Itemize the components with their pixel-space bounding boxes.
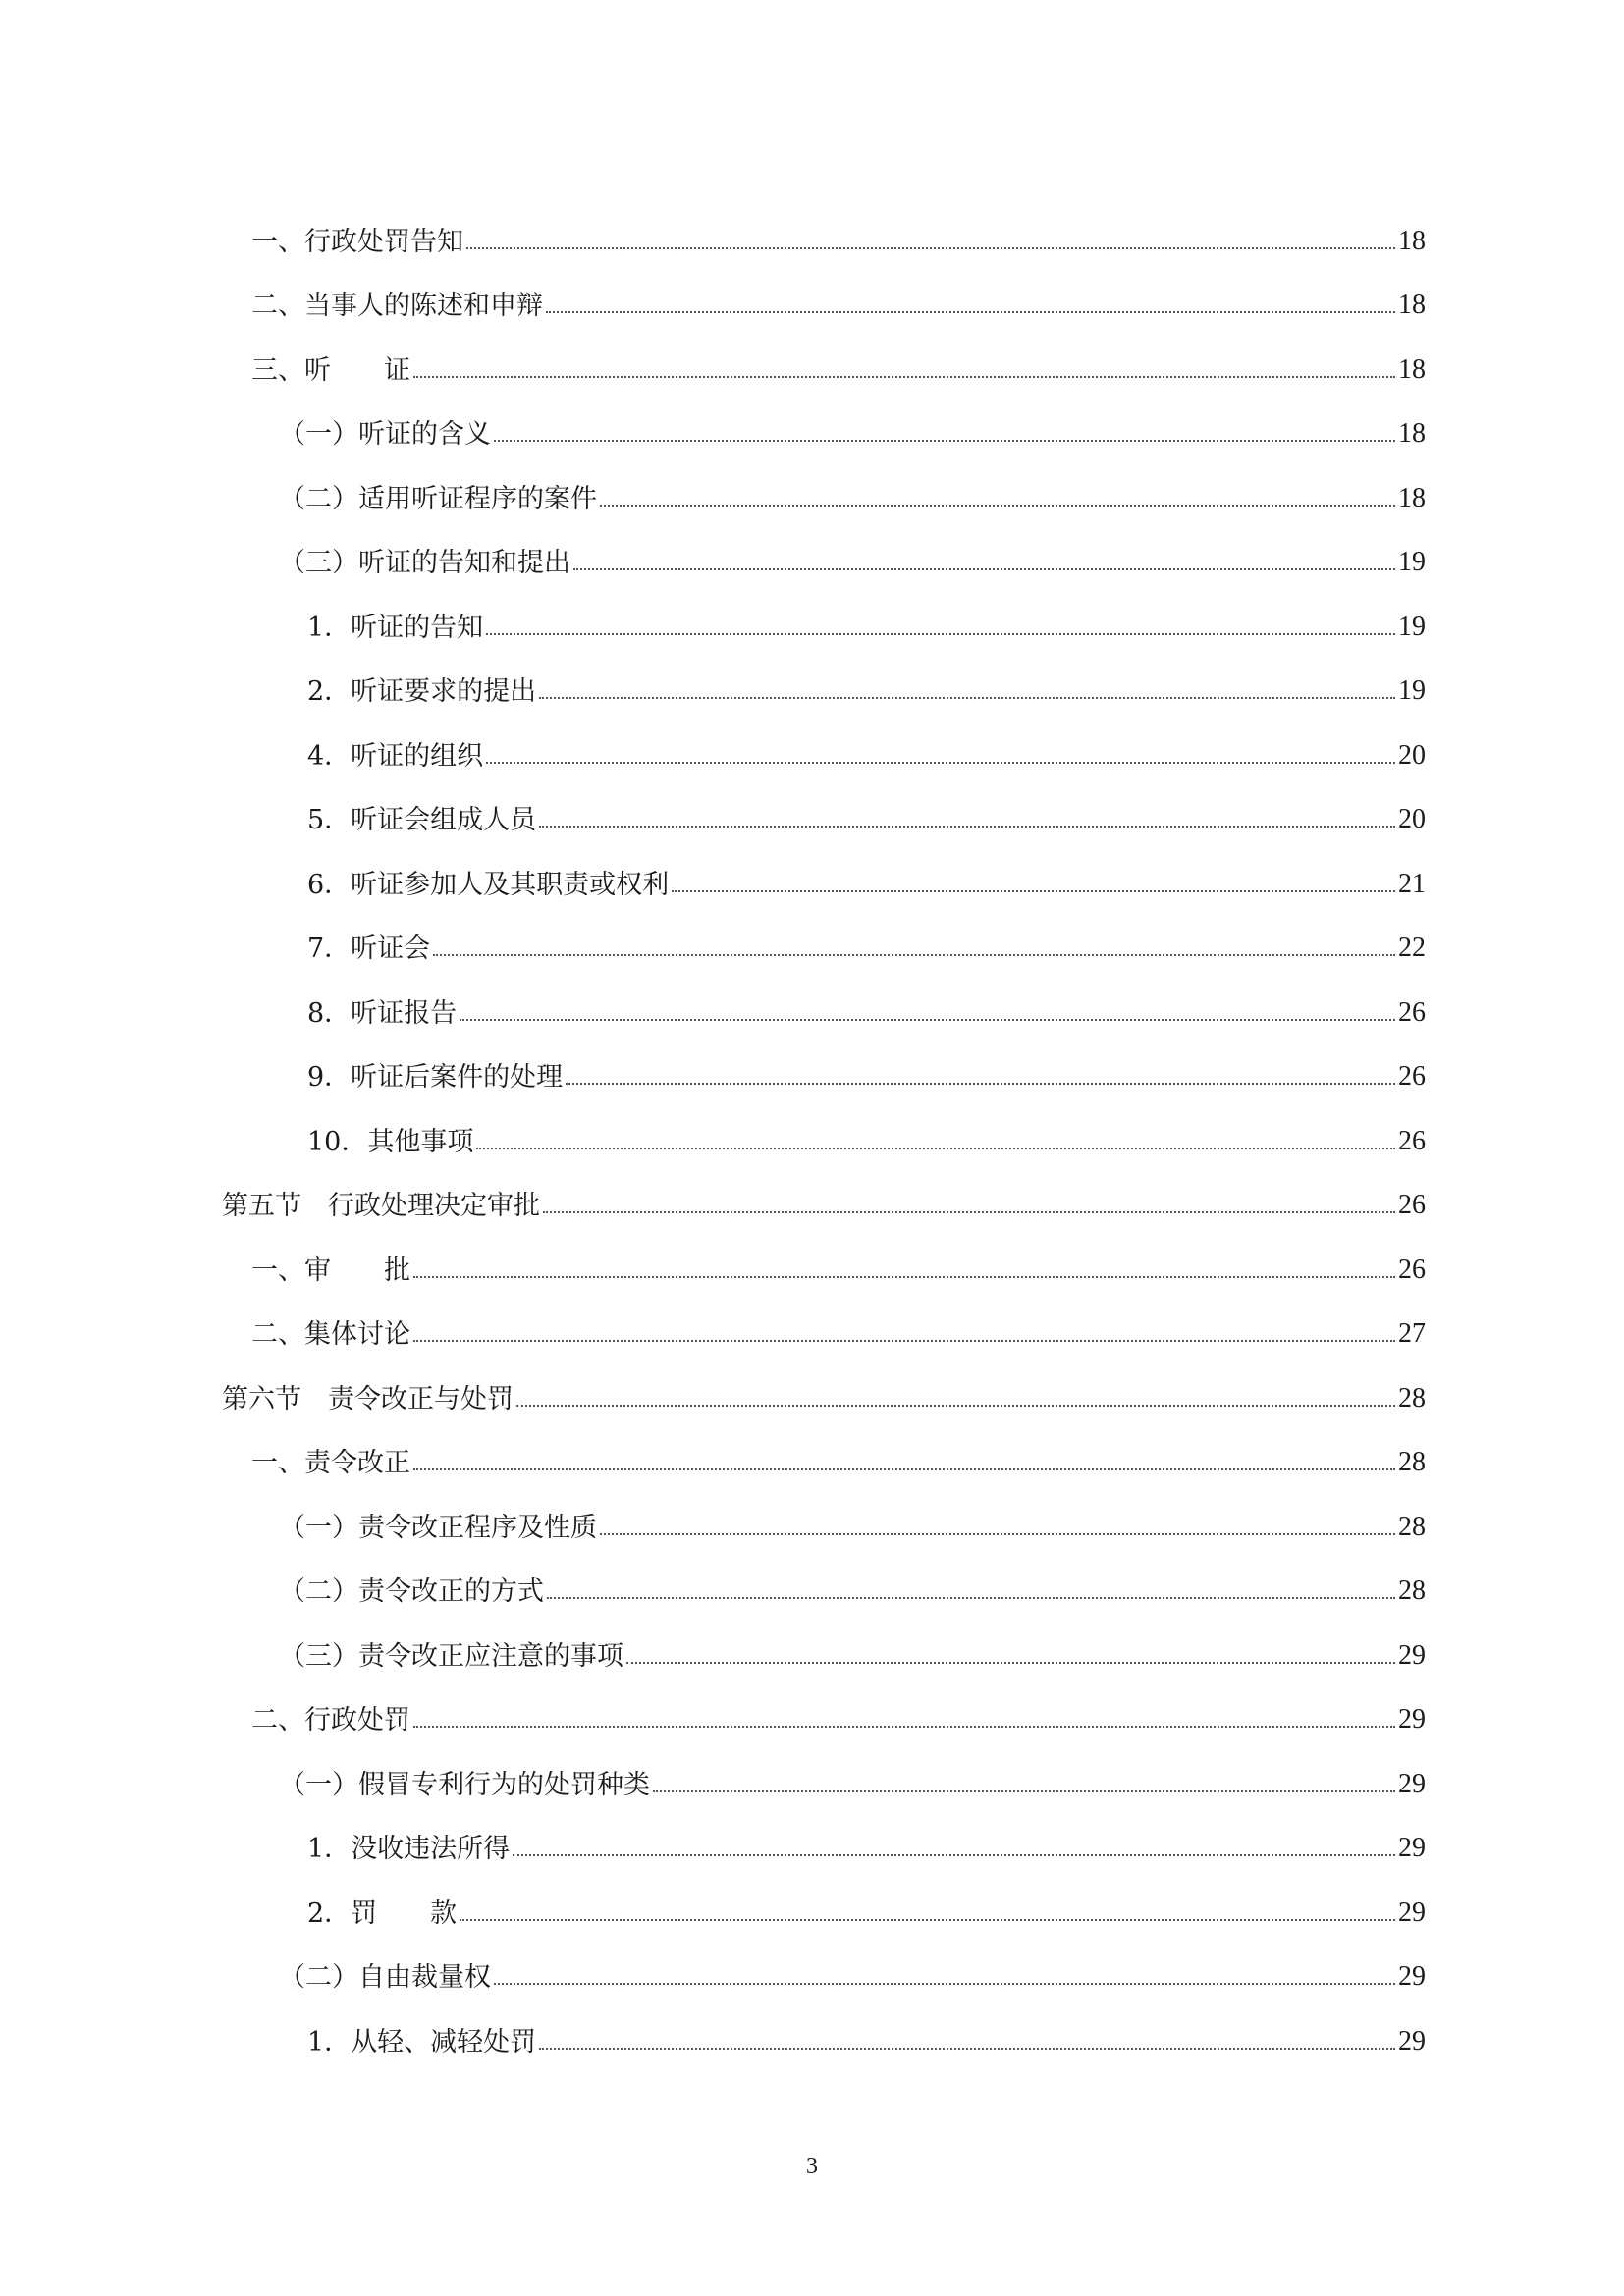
toc-entry-title: （一）责令改正程序及性质 (279, 1512, 597, 1543)
toc-entry-page: 28 (1398, 1511, 1426, 1542)
dot-leader (466, 247, 1395, 249)
table-of-contents (222, 204, 1426, 2069)
toc-entry-page: 18 (1398, 353, 1426, 385)
toc-entry-page: 28 (1398, 1575, 1426, 1606)
toc-entry-title: （二）适用听证程序的案件 (279, 483, 597, 514)
toc-entry-page: 29 (1398, 1639, 1426, 1671)
toc-entry[interactable] (222, 1555, 1426, 1620)
toc-entry-page: 26 (1398, 1061, 1426, 1092)
toc-entry-page: 26 (1398, 996, 1426, 1028)
toc-entry-page: 29 (1398, 1704, 1426, 1735)
page-number: 3 (806, 2154, 818, 2179)
dot-leader (539, 697, 1395, 699)
toc-entry-page: 26 (1398, 1190, 1426, 1220)
dot-leader (476, 1148, 1395, 1149)
toc-entry[interactable] (222, 1298, 1426, 1362)
dot-leader (433, 954, 1395, 956)
toc-entry-page: 26 (1398, 1125, 1426, 1156)
toc-entry-page: 29 (1398, 1768, 1426, 1799)
toc-entry-title: 4．听证的组织 (307, 740, 484, 772)
toc-entry[interactable] (222, 398, 1426, 462)
toc-entry-title: 第六节 责令改正与处罚 (222, 1383, 514, 1415)
toc-entry[interactable] (222, 2004, 1426, 2069)
toc-entry-page: 19 (1398, 547, 1426, 577)
dot-leader (494, 1983, 1395, 1985)
dot-leader (672, 890, 1395, 892)
toc-entry[interactable] (222, 1747, 1426, 1812)
toc-entry-page: 19 (1398, 675, 1426, 706)
toc-entry-title: （一）假冒专利行为的处罚种类 (279, 1769, 650, 1800)
toc-entry-title: 一、责令改正 (251, 1448, 410, 1478)
toc-entry-title: 6．听证参加人及其职责或权利 (307, 869, 670, 900)
toc-entry-page: 18 (1398, 482, 1426, 513)
toc-entry-title: （三）听证的告知和提出 (279, 548, 570, 578)
dot-leader (543, 1211, 1395, 1213)
toc-entry-title: 10．其他事项 (307, 1126, 474, 1157)
dot-leader (413, 376, 1395, 378)
toc-entry-title: （二）自由裁量权 (279, 1962, 491, 1993)
toc-entry-page: 18 (1398, 418, 1426, 449)
dot-leader (539, 2048, 1395, 2050)
toc-entry-title: 二、集体讨论 (251, 1319, 410, 1350)
dot-leader (653, 1790, 1395, 1792)
dot-leader (413, 1726, 1395, 1728)
toc-entry-title: （三）责令改正应注意的事项 (279, 1640, 623, 1672)
toc-entry[interactable] (222, 783, 1426, 848)
toc-entry[interactable] (222, 719, 1426, 783)
dot-leader (547, 1597, 1395, 1599)
toc-entry[interactable] (222, 1683, 1426, 1748)
toc-entry-title: 8．听证报告 (307, 997, 458, 1029)
toc-entry-title: 二、当事人的陈述和申辩 (251, 291, 543, 321)
dot-leader (413, 1276, 1395, 1278)
toc-entry-page: 20 (1398, 804, 1426, 834)
toc-entry-title: 一、审 批 (251, 1255, 410, 1286)
toc-entry[interactable] (222, 204, 1426, 269)
toc-entry[interactable] (222, 1233, 1426, 1298)
toc-entry-page: 26 (1398, 1254, 1426, 1285)
dot-leader (600, 505, 1395, 507)
toc-entry[interactable] (222, 1490, 1426, 1555)
toc-entry-title: 第五节 行政处理决定审批 (222, 1191, 540, 1221)
toc-entry-title: 一、行政处罚告知 (251, 226, 463, 257)
toc-entry-title: （二）责令改正的方式 (279, 1576, 544, 1607)
toc-entry[interactable] (222, 333, 1426, 398)
toc-entry-page: 21 (1398, 868, 1426, 899)
toc-entry[interactable] (222, 590, 1426, 655)
dot-leader (573, 568, 1395, 570)
dot-leader (513, 1854, 1395, 1856)
toc-entry-page: 29 (1398, 1896, 1426, 1928)
dot-leader (486, 762, 1395, 764)
toc-entry[interactable] (222, 1041, 1426, 1105)
dot-leader (546, 311, 1395, 313)
toc-entry-page: 29 (1398, 1833, 1426, 1863)
toc-entry-title: 7．听证会 (307, 934, 431, 964)
toc-entry[interactable] (222, 269, 1426, 334)
dot-leader (494, 440, 1395, 442)
dot-leader (516, 1405, 1395, 1407)
toc-entry[interactable] (222, 1941, 1426, 2005)
toc-entry-title: 1．从轻、减轻处罚 (307, 2026, 537, 2057)
dot-leader (539, 826, 1395, 828)
toc-entry-page: 27 (1398, 1318, 1426, 1349)
toc-entry-title: 5．听证会组成人员 (307, 805, 537, 835)
toc-entry[interactable] (222, 912, 1426, 977)
dot-leader (626, 1662, 1395, 1664)
toc-entry-page: 28 (1398, 1382, 1426, 1414)
toc-entry[interactable] (222, 1169, 1426, 1234)
dot-leader (600, 1533, 1395, 1535)
toc-entry-page: 18 (1398, 290, 1426, 320)
dot-leader (413, 1340, 1395, 1342)
toc-entry-page: 29 (1398, 1961, 1426, 1992)
toc-entry-title: 三、听 证 (251, 354, 410, 386)
toc-entry-page: 28 (1398, 1447, 1426, 1477)
toc-entry[interactable] (222, 1104, 1426, 1169)
toc-entry-title: 2．罚 款 (307, 1897, 458, 1929)
toc-entry[interactable] (222, 1426, 1426, 1491)
toc-entry-page: 19 (1398, 611, 1426, 642)
toc-entry-page: 29 (1398, 2025, 1426, 2056)
toc-entry[interactable] (222, 1362, 1426, 1426)
dot-leader (486, 633, 1395, 635)
toc-entry[interactable] (222, 526, 1426, 591)
toc-entry-title: 1．听证的告知 (307, 612, 484, 643)
toc-entry-page: 20 (1398, 739, 1426, 771)
toc-entry-title: 二、行政处罚 (251, 1705, 410, 1735)
dot-leader (566, 1083, 1395, 1085)
toc-entry-page: 22 (1398, 933, 1426, 963)
toc-entry-page: 18 (1398, 225, 1426, 256)
dot-leader (460, 1919, 1395, 1921)
toc-entry-title: （一）听证的含义 (279, 419, 491, 450)
toc-entry-title: 2．听证要求的提出 (307, 676, 537, 707)
toc-entry[interactable] (222, 1812, 1426, 1877)
toc-entry-title: 1．没收违法所得 (307, 1834, 511, 1864)
dot-leader (460, 1019, 1395, 1021)
toc-entry[interactable] (222, 1876, 1426, 1941)
toc-entry[interactable] (222, 655, 1426, 720)
toc-entry[interactable] (222, 1619, 1426, 1683)
toc-entry[interactable] (222, 847, 1426, 912)
toc-entry[interactable] (222, 461, 1426, 526)
toc-entry[interactable] (222, 976, 1426, 1041)
dot-leader (413, 1468, 1395, 1470)
toc-entry-title: 9．听证后案件的处理 (307, 1062, 564, 1093)
